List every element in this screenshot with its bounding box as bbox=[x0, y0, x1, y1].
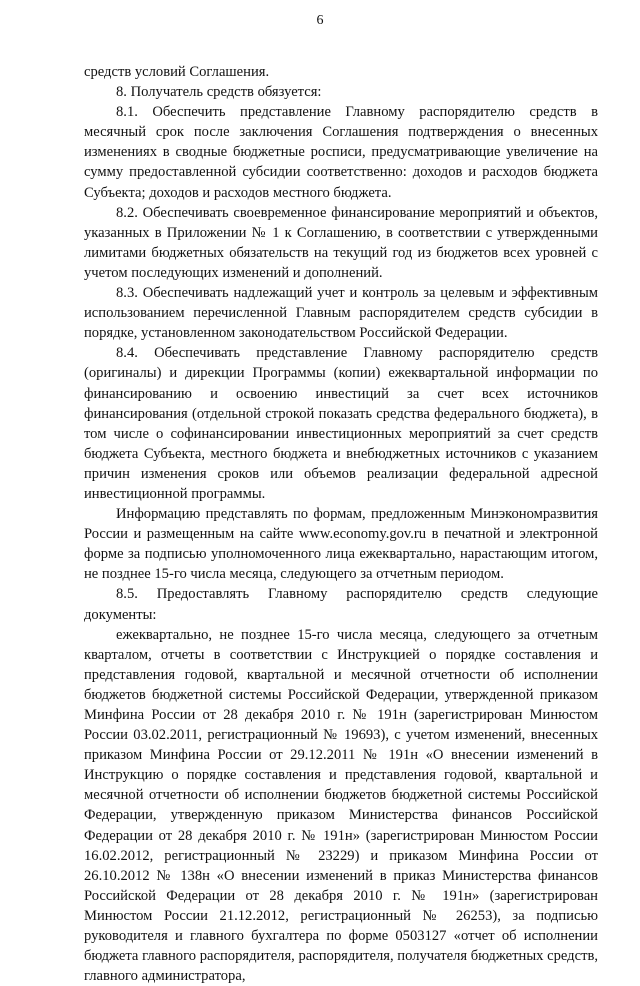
page-number: 6 bbox=[316, 13, 324, 28]
paragraph-8-5-quarterly: ежеквартально, не позднее 15-го числа месяца, следующего за отчетным кварталом, отчеты в соответствии с Инструкцией о порядке составления и представления годовой, квартальной и месячной отчетности об исполнении бюджетов бюджетной системы Российской Федерации, утвержденной приказом Минфина России от 28 декабря 2010 г. № 191н (зарегистрирован Минюстом России 03.02.2011, регистрационный № 19693), с учетом изменений, внесенных приказом Минфина России от 29.12.2011 № 191н «О внесении изменений в Инструкцию о порядке составления и представления годовой, квартальной и месячной отчетности об исполнении бюджетов бюджетной системы Российской Федерации, утвержденную приказом Министерства финансов Российской Федерации от 28 декабря 2010 г. № 191н» (зарегистрирован Минюстом России 16.02.2012, регистрационный № 23229) и приказом Минфина России от 26.10.2012 № 138н «О внесении изменений в приказ Министерства финансов Российской Федерации от 28 декабря 2010 г. № 191н» (зарегистрирован Минюстом России 21.12.2012, регистрационный № 26253), за подписью руководителя и главного бухгалтера по форме 0503127 «отчет об исполнении бюджета главного распорядителя, распорядителя, получателя бюджетных средств, главного администратора, bbox=[84, 626, 598, 985]
paragraph-8-3: 8.3. Обеспечивать надлежащий учет и контроль за целевым и эффективным использованием перечисленной Главным распорядителем средств субсидии в порядке, установленном законодательством Российской Федерации. bbox=[84, 285, 598, 342]
paragraph-8-1: 8.1. Обеспечить представление Главному распорядителю средств в месячный срок после заключения Соглашения подтверждения о внесенных изменениях в сводные бюджетные росписи, предусматривающие увеличение на сумму предоставленной субсидии соответственно: доходов и расходов бюджета Субъекта; доходов и расходов местного бюджета. bbox=[84, 104, 598, 201]
paragraph-continuation: средств условий Соглашения. bbox=[84, 64, 270, 80]
paragraph-8-4: 8.4. Обеспечивать представление Главному распорядителю средств (оригиналы) и дирекции Программы (копии) ежеквартальной информации по финансированию и освоению инвестиций за счет всех источников финансирования (отдельной строкой показать средства федерального бюджета), в том числе о софинансировании инвестиционных мероприятий за счет средств бюджета Субъекта, местного бюджета и внебюджетных источников с указанием причин изменения сроков или объемов реализации федеральной адресной инвестиционной программы. bbox=[84, 345, 598, 502]
paragraph-8-5: 8.5. Предоставлять Главному распорядителю средств следующие документы: bbox=[84, 586, 598, 623]
document-body bbox=[84, 62, 598, 986]
paragraph-8: 8. Получатель средств обязуется: bbox=[116, 84, 322, 101]
paragraph-8-2: 8.2. Обеспечивать своевременное финансирование мероприятий и объектов, указанных в Приложении № 1 к Соглашению, в соответствии с утвержденными лимитами бюджетных обязательств на текущий год из бюджетов всех уровней с учетом последующих изменений и дополнений. bbox=[84, 204, 598, 281]
paragraph-8-4-info: Информацию представлять по формам, предложенным Минэкономразвития России и размещенным на сайте www.economy.gov.ru в печатной и электронной форме за подписью уполномоченного лица ежеквартально, нарастающим итогом, не позднее 15-го числа месяца, следующего за отчетным периодом. bbox=[84, 506, 598, 583]
